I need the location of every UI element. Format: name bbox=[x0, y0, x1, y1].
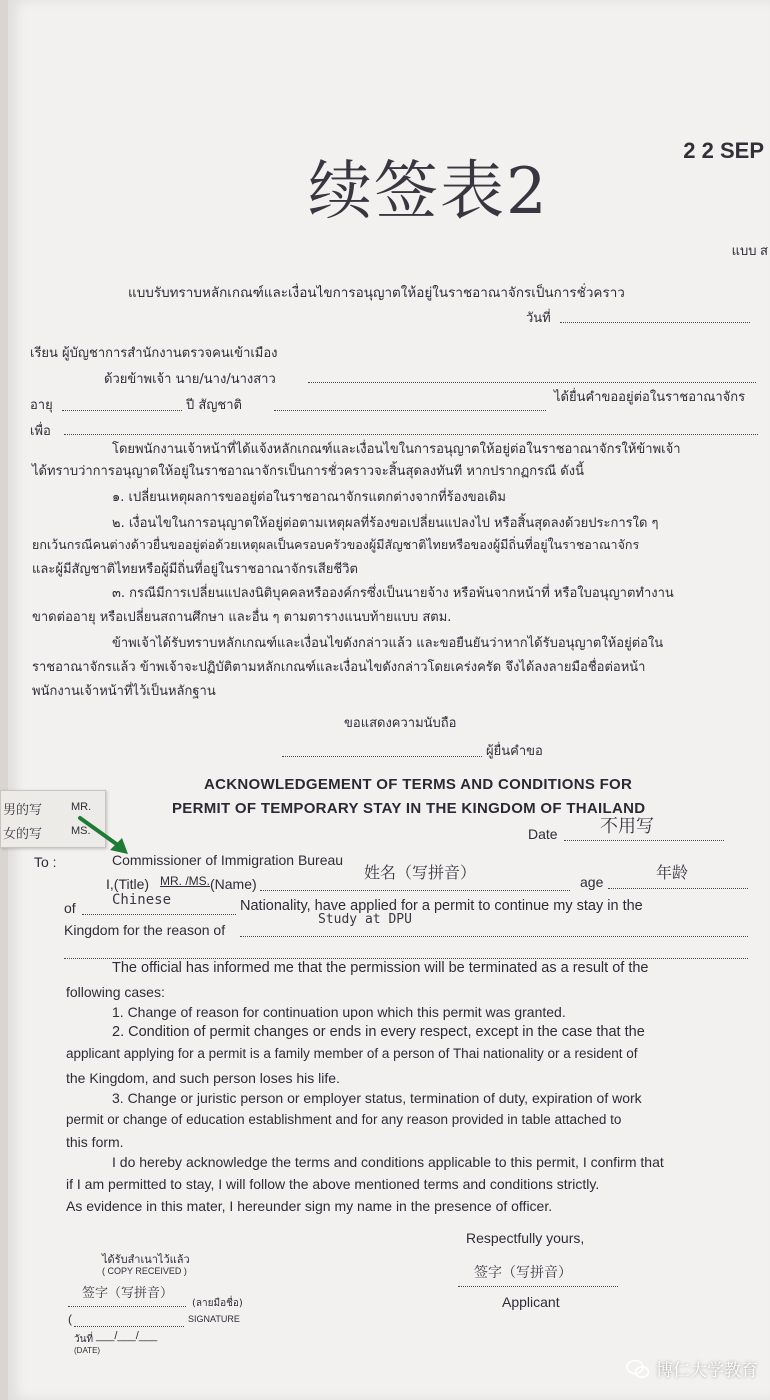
copy-sig-en: SIGNATURE bbox=[188, 1314, 240, 1324]
copy-date-field: ___/___/___ bbox=[96, 1330, 158, 1342]
male-note-en: MR. bbox=[71, 801, 92, 813]
english-to-label: To : bbox=[34, 854, 57, 870]
copy-sig-paren: ( bbox=[68, 1312, 72, 1326]
english-reason-field bbox=[240, 922, 748, 937]
filled-nationality: Chinese bbox=[112, 892, 172, 908]
filled-date: 不用写 bbox=[600, 816, 654, 837]
filled-copy-signature: 签字（写拼音） bbox=[82, 1286, 174, 1301]
female-note-cn: 女的写 bbox=[3, 827, 43, 842]
thai-age-label: อายุ bbox=[30, 398, 53, 413]
copy-sig-thai: (ลายมือชื่อ) bbox=[192, 1298, 243, 1309]
thai-heading: แบบรับทราบหลักเกณฑ์และเงื่อนไขการอนุญาตให้อยู่ในราชอาณาจักรเป็นการชั่วคราว bbox=[128, 285, 625, 301]
copy-received-en: ( COPY RECEIVED ) bbox=[102, 1266, 187, 1276]
english-nationality-text: Nationality, have applied for a permit to continue my stay in the bbox=[240, 898, 643, 914]
copy-name-line bbox=[74, 1312, 184, 1327]
thai-para1-line2: ได้ทราบว่าการอนุญาตให้อยู่ในราชอาณาจักรเป็นการชั่วคราวจะสิ้นสุดลงทันที หากปรากฏกรณี ดังนี้ bbox=[32, 464, 584, 479]
english-heading-line1: ACKNOWLEDGEMENT OF TERMS AND CONDITIONS FOR bbox=[204, 776, 633, 793]
thai-item2-line3: และผู้มีสัญชาติไทยหรือผู้มีถิ่นที่อยู่ในราชอาณาจักรเสียชีวิต bbox=[32, 562, 358, 577]
english-age-label: age bbox=[580, 874, 604, 890]
english-case2-line2: applicant applying for a permit is a family member of a person of Thai nationality or a resident of bbox=[66, 1046, 638, 1061]
watermark bbox=[626, 1356, 758, 1381]
english-case3-line3: this form. bbox=[66, 1134, 124, 1150]
document-page bbox=[8, 0, 770, 1400]
thai-para1-line1: โดยพนักงานเจ้าหน้าที่ได้แจ้งหลักเกณฑ์และเงื่อนไขในการอนุญาตให้อยู่ต่อในราชอาณาจักรให้ข้าพเจ้า bbox=[112, 442, 681, 457]
english-para1-line2: following cases: bbox=[66, 984, 165, 1000]
english-reason-field-2 bbox=[64, 944, 748, 959]
thai-para2-line3: พนักงานเจ้าหน้าที่ไว้เป็นหลักฐาน bbox=[32, 684, 216, 699]
english-para1-line1: The official has informed me that the permission will be terminated as a result of the bbox=[112, 960, 649, 976]
thai-closing: ขอแสดงความนับถือ bbox=[344, 716, 457, 731]
thai-item3-line2: ขาดต่ออายุ หรือเปลี่ยนสถานศึกษา และอื่น ๆ ตามตารางแนบท้ายแบบ สตม. bbox=[32, 610, 452, 625]
thai-signature-line bbox=[282, 742, 482, 757]
copy-date-en: (DATE) bbox=[74, 1346, 101, 1355]
thai-item3-line1: ๓. กรณีมีการเปลี่ยนแปลงนิติบุคคลหรือองค์กรซึ่งเป็นนายจ้าง หรือพ้นจากหน้าที่ หรือใบอนุญาตทำงาน bbox=[112, 586, 674, 601]
thai-item2-line1: ๒. เงื่อนไขในการอนุญาตให้อยู่ต่อตามเหตุผลที่ร้องขอเปลี่ยนแปลงไป หรือสิ้นสุดลงด้วยประการใด ๆ bbox=[112, 516, 659, 531]
english-closing: Respectfully yours, bbox=[466, 1230, 585, 1246]
english-para2-line2: if I am permitted to stay, I will follow the above mentioned terms and conditions strictly. bbox=[66, 1176, 600, 1192]
male-note-cn: 男的写 bbox=[3, 803, 43, 818]
english-of-label: of bbox=[64, 900, 76, 916]
thai-applicant-label: ผู้ยื่นคำขอ bbox=[486, 744, 543, 759]
thai-apply-text: ได้ยื่นคำขออยู่ต่อในราชอาณาจักร bbox=[554, 390, 746, 405]
english-date-label: Date bbox=[528, 826, 558, 842]
english-case3-line1: 3. Change or juristic person or employer status, termination of duty, expiration of work bbox=[112, 1090, 642, 1106]
wechat-icon bbox=[626, 1359, 650, 1379]
received-date-stamp: 2 2 SEP bbox=[683, 138, 764, 163]
thai-nationality-label: ปี สัญชาติ bbox=[186, 398, 242, 413]
filled-reason: Study at DPU bbox=[318, 912, 412, 927]
filled-signature: 签字（写拼音） bbox=[474, 1265, 572, 1281]
copy-date-thai: วันที่ bbox=[74, 1334, 94, 1345]
page-title: 续签表2 bbox=[308, 155, 549, 229]
female-note-en: MS. bbox=[71, 825, 91, 837]
english-para2-line1: I do hereby acknowledge the terms and conditions applicable to this permit, I confirm that bbox=[112, 1154, 664, 1170]
thai-item1: ๑. เปลี่ยนเหตุผลการขออยู่ต่อในราชอาณาจักรแตกต่างจากที่ร้องขอเดิม bbox=[112, 490, 506, 505]
english-case2-line3: the Kingdom, and such person loses his life. bbox=[66, 1070, 340, 1086]
filled-age: 年龄 bbox=[656, 863, 689, 882]
thai-name-field bbox=[308, 368, 756, 383]
filled-name: 姓名（写拼音） bbox=[364, 863, 477, 882]
english-applicant-label: Applicant bbox=[502, 1294, 560, 1310]
thai-para2-line1: ข้าพเจ้าได้รับทราบหลักเกณฑ์และเงื่อนไขดังกล่าวแล้ว และขอยืนยันว่าหากได้รับอนุญาตให้อยู่ต่อใน bbox=[112, 636, 664, 651]
form-code: แบบ ส bbox=[731, 243, 768, 258]
thai-date-line bbox=[560, 308, 750, 323]
green-arrow-icon bbox=[76, 812, 136, 858]
thai-name-line: ด้วยข้าพเจ้า นาย/นาง/นางสาว bbox=[104, 372, 276, 387]
english-case1: 1. Change of reason for continuation upon which this permit was granted. bbox=[112, 1004, 566, 1020]
english-case3-line2: permit or change of education establishment and for any reason provided in table attached to bbox=[66, 1112, 622, 1127]
thai-for-label: เพื่อ bbox=[30, 424, 51, 439]
thai-date-label: วันที่ bbox=[526, 311, 551, 326]
copy-received-thai: ได้รับสำเนาไว้แล้ว bbox=[102, 1253, 190, 1266]
english-title-label: I,(Title) bbox=[106, 876, 150, 892]
title-options: MR. /MS. bbox=[160, 874, 210, 888]
english-addressee: Commissioner of Immigration Bureau bbox=[112, 852, 344, 868]
english-heading-line2: PERMIT OF TEMPORARY STAY IN THE KINGDOM OF THAILAND bbox=[172, 800, 646, 817]
english-para2-line3: As evidence in this mater, I hereunder sign my name in the presence of officer. bbox=[66, 1198, 553, 1214]
english-case2-line1: 2. Condition of permit changes or ends in every respect, except in the case that the bbox=[112, 1024, 645, 1040]
thai-item2-line2: ยกเว้นกรณีคนต่างด้าวยื่นขออยู่ต่อด้วยเหตุผลเป็นครอบครัวของผู้มีสัญชาติไทยหรือของผู้มีถิ่นที่อยู่ในราชอาณาจักร bbox=[32, 537, 640, 552]
thai-para2-line2: ราชอาณาจักรแล้ว ข้าพเจ้าจะปฏิบัติตามหลักเกณฑ์และเงื่อนไขดังกล่าวโดยเคร่งครัด จึงได้ลงลายมือชื่อต่อหน้า bbox=[32, 660, 646, 675]
english-reason-label: Kingdom for the reason of bbox=[64, 922, 226, 938]
thai-nationality-field bbox=[274, 396, 546, 411]
thai-age-field bbox=[62, 396, 182, 411]
english-name-label: (Name) bbox=[210, 876, 257, 892]
thai-addressee: เรียน ผู้บัญชาการสำนักงานตรวจคนเข้าเมือง bbox=[30, 346, 278, 361]
watermark-text: 博仁大学教育 bbox=[656, 1361, 758, 1381]
thai-for-field bbox=[64, 420, 758, 435]
